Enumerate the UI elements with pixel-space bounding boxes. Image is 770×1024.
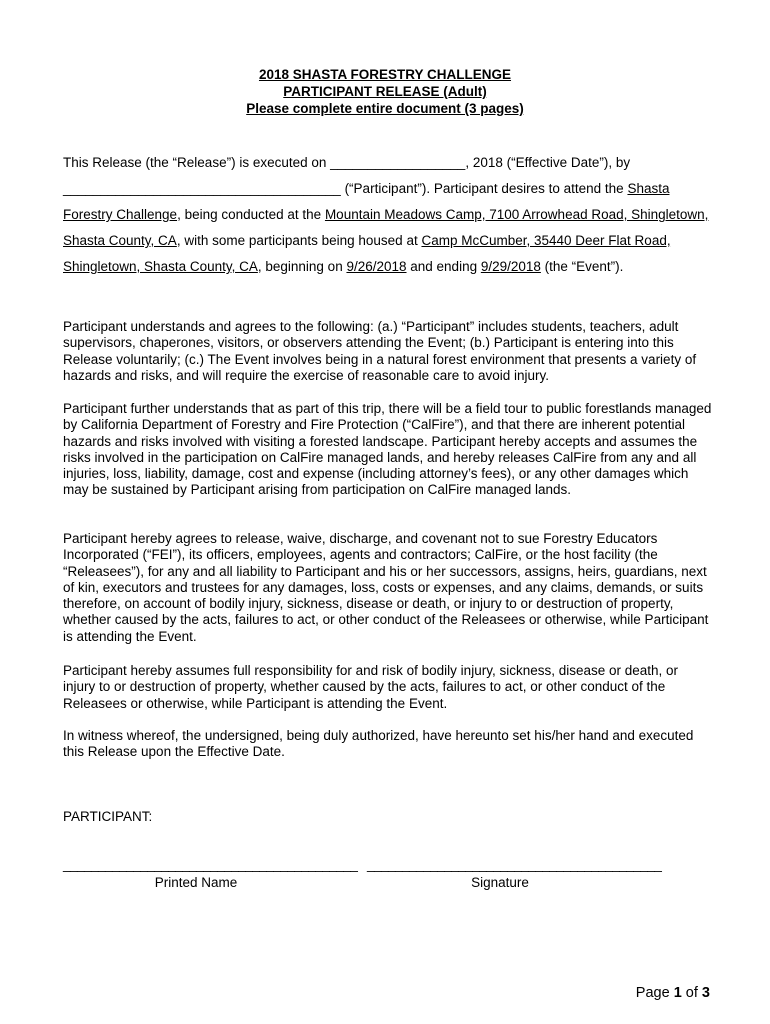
participant-label: PARTICIPANT: xyxy=(63,809,153,824)
page-number xyxy=(636,985,710,1001)
printed-name-line[interactable]: __________________________________________ xyxy=(63,857,358,872)
responsibility-paragraph: Participant hereby assumes full responsibility for and risk of bodily injury, sickness, disease or death, or injury to or destruction of property, whether caused by the acts, failures to act, or other conduct of the Releasees or otherwise, while Participant is attending the Event. xyxy=(63,663,679,711)
event-name: Shasta Forestry Challenge xyxy=(63,181,670,222)
participant-name-blank[interactable]: _____________________________________ xyxy=(63,181,341,196)
intro-text: This Release (the “Release”) is executed on xyxy=(63,155,327,170)
signature-line[interactable]: __________________________________________ xyxy=(367,857,662,872)
printed-name-caption: Printed Name xyxy=(154,875,238,890)
intro-text: (“Participant”). Participant desires to attend the xyxy=(340,181,628,196)
calfire-paragraph: Participant further understands that as part of this trip, there will be a field tour to public forestlands managed by California Department of Forestry and Fire Protection (“CalFire”), and that there are inherent potential hazards and risks involved with visiting a forested landscape. Participant hereby accepts and assumes the risks involved in the participation on CalFire managed lands, and hereby releases CalFire from any and all injuries, loss, liability, damage, cost and expense (including attorney’s fees), or any other damages which may be sustained by Participant arising from participation on CalFire managed lands. xyxy=(63,401,712,498)
event-location: Mountain Meadows Camp, 7100 Arrowhead Road, Shingletown, Shasta County, CA xyxy=(63,207,709,248)
page-word: Page xyxy=(635,985,674,1001)
intro-text: and ending xyxy=(406,259,481,274)
intro-text: , 2018 (“Effective Date”), by xyxy=(465,155,631,170)
document-title: 2018 SHASTA FORESTRY CHALLENGE xyxy=(258,67,512,82)
intro-text: , with some participants being housed at xyxy=(176,233,422,248)
document-instruction: Please complete entire document (3 pages) xyxy=(246,101,524,116)
total-pages: 3 xyxy=(701,985,710,1001)
document-subtitle: PARTICIPANT RELEASE (Adult) xyxy=(283,84,487,99)
terms-paragraph: Participant understands and agrees to the following: (a.) “Participant” includes students, teachers, adult supervisors, chaperones, visitors, or observers attending the Event; (b.) Participant is entering into this Release voluntarily; (c.) The Event involves being in a natural forest environment that presents a variety of hazards and risks, and will require the exercise of reasonable care to avoid injury. xyxy=(63,319,697,383)
release-paragraph: Participant hereby agrees to release, waive, discharge, and covenant not to sue Forestry Educators Incorporated (“FEI”), its officers, employees, agents and contractors; CalFire, or the host facility (the “Releasees”), for any and all liability to Participant and his or her successors, assigns, heirs, guardians, next of kin, executors and trustees for any damages, loss, costs or expenses, and any claims, demands, or suits therefore, on account of bodily injury, sickness, disease or death, or injury to or destruction of property, whether caused by the acts, failures to act, or other conduct of the Releasees or otherwise, while Participant is attending the Event. xyxy=(63,531,709,644)
intro-paragraph xyxy=(63,150,713,280)
intro-text: , being conducted at the xyxy=(177,207,325,222)
end-date: 9/29/2018 xyxy=(480,259,541,274)
of-word: of xyxy=(681,985,702,1001)
intro-text: (the “Event”). xyxy=(540,259,624,274)
effective-date-blank[interactable]: __________________ xyxy=(330,155,466,170)
witness-paragraph: In witness whereof, the undersigned, being duly authorized, have hereunto set his/her hand and executed this Release upon the Effective Date. xyxy=(63,728,694,760)
signature-caption: Signature xyxy=(471,875,529,890)
housing-location: Camp McCumber, 35440 Deer Flat Road, Shingletown, Shasta County, CA xyxy=(63,233,671,274)
start-date: 9/26/2018 xyxy=(346,259,407,274)
intro-text: , beginning on xyxy=(257,259,347,274)
current-page: 1 xyxy=(673,985,682,1001)
